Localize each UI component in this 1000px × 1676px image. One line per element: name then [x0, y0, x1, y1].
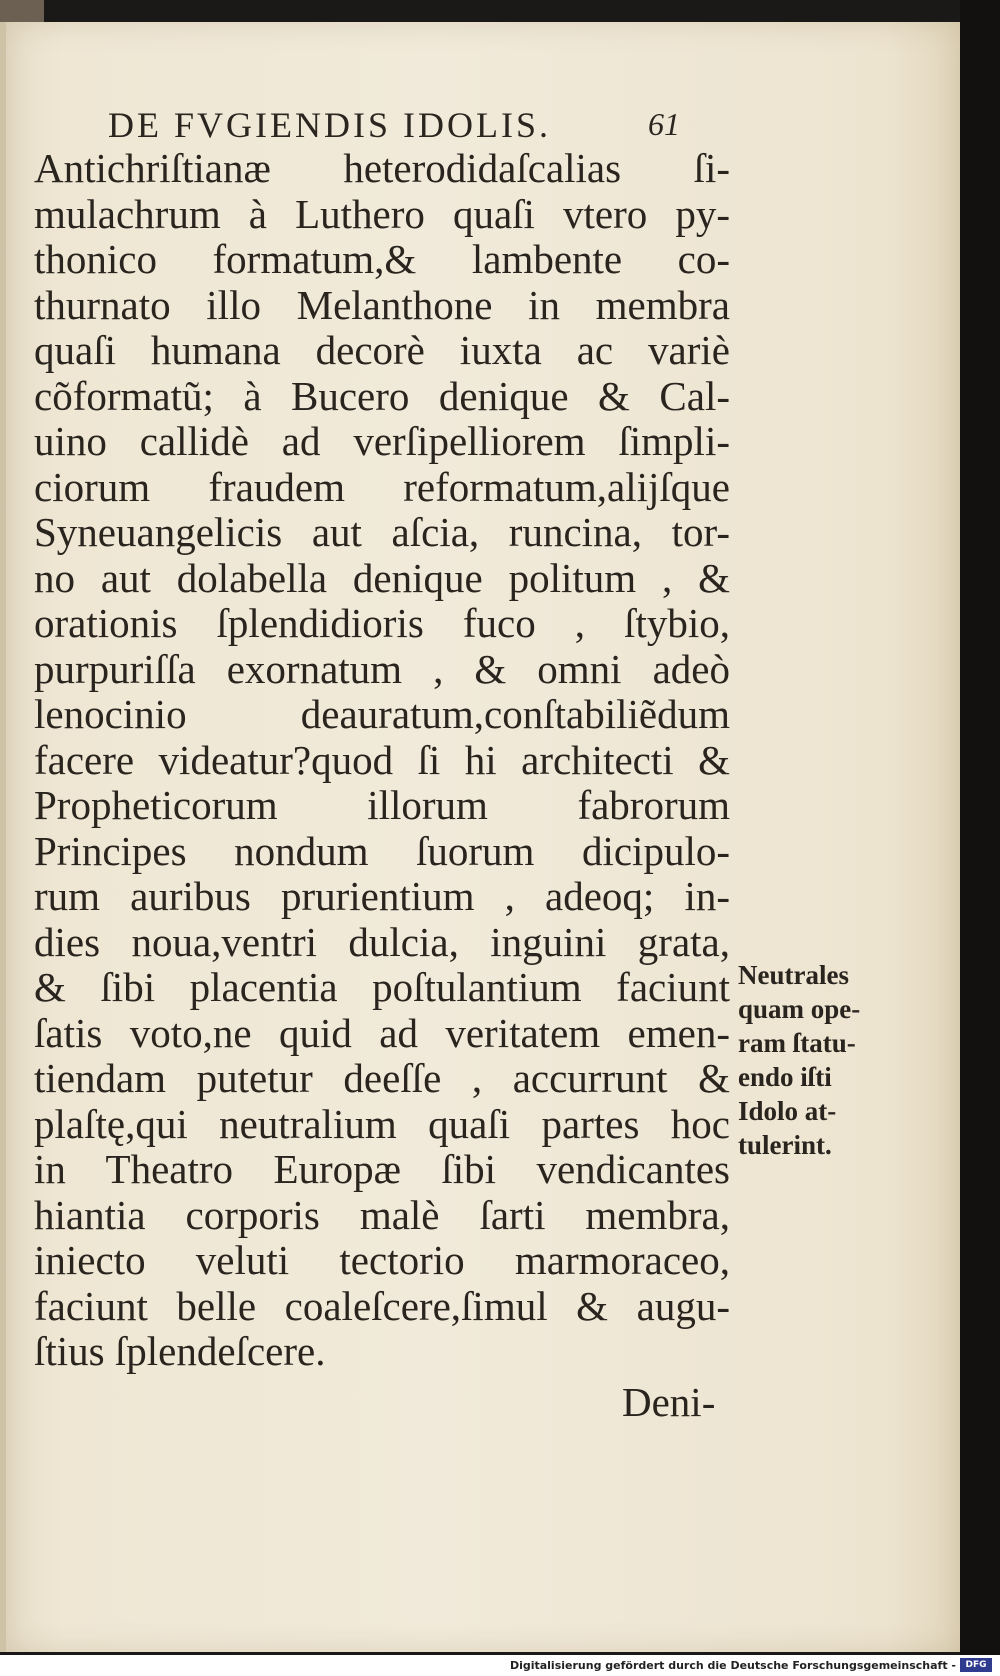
catchword: Deni- — [622, 1379, 716, 1425]
body-line: no aut dolabella denique politum , & — [34, 554, 730, 601]
body-line: ſtius ſplendeſcere. — [34, 1328, 326, 1374]
body-line: & ſibi placentia poſtulantium faciunt — [34, 964, 730, 1010]
dfg-logo: DFG — [960, 1658, 992, 1672]
marginal-note-line: ram ſtatu- — [738, 1028, 856, 1058]
body-line: ciorum fraudem reformatum,alijſque — [34, 463, 730, 510]
body-line: Antichriſtianæ heterodidaſcalias ſi- — [34, 145, 730, 191]
scan-corner-mark — [0, 0, 44, 22]
binding-board — [960, 0, 1000, 1655]
body-line: Principes nondum ſuorum dicipulo- — [34, 827, 730, 874]
body-line: uino callidè ad verſipelliorem ſimpli- — [34, 418, 730, 464]
body-line: purpuriſſa exornatum , & omni adeò — [34, 645, 730, 692]
running-head: DE FVGIENDIS IDOLIS. — [108, 105, 551, 145]
body-line: tiendam putetur deeſſe , accurrunt & — [34, 1055, 730, 1101]
marginal-note-line: tulerint. — [738, 1130, 832, 1160]
body-line: faciunt belle coaleſcere,ſimul & augu- — [34, 1282, 730, 1329]
body-text — [34, 146, 730, 1375]
body-line: iniecto veluti tectorio marmoraceo, — [34, 1237, 730, 1283]
marginal-note — [738, 958, 898, 1162]
body-line: thonico formatum,& lambente co- — [34, 236, 730, 282]
body-line: lenocinio deauratum,conſtabiliẽdum — [34, 691, 730, 737]
body-line: hiantia corporis malè ſarti membra, — [34, 1191, 730, 1238]
body-line: Propheticorum illorum fabrorum — [34, 782, 730, 828]
body-line: rum auribus prurientium , adeoq; in- — [34, 873, 730, 919]
body-line: cõformatũ; à Bucero denique & Cal- — [34, 372, 730, 419]
body-line: plaſtę,qui neutralium quaſi partes hoc — [34, 1100, 730, 1147]
body-line: orationis ſplendidioris fuco , ſtybio, — [34, 600, 730, 646]
marginal-note-line: endo iſti — [738, 1062, 832, 1092]
body-line: thurnato illo Melanthone in membra — [34, 281, 730, 328]
body-line: dies noua,ventri dulcia, inguini grata, — [34, 918, 730, 965]
body-line: ſatis voto,ne quid ad veritatem emen- — [34, 1009, 730, 1056]
body-line: Syneuangelicis aut aſcia, runcina, tor- — [34, 509, 730, 555]
body-line: facere videatur?quod ſi hi architecti & — [34, 736, 730, 783]
marginal-note-line: Idolo at- — [738, 1096, 837, 1126]
body-line: in Theatro Europæ ſibi vendicantes — [34, 1146, 730, 1192]
body-line: mulachrum à Luthero quaſi vtero py- — [34, 190, 730, 237]
marginal-note-line: quam ope- — [738, 994, 861, 1024]
marginal-note-line: Neutrales — [738, 960, 849, 990]
body-line: quaſi humana decorè iuxta ac variè — [34, 327, 730, 373]
page-number: 61 — [648, 106, 680, 142]
footer-credit: Digitalisierung gefördert durch die Deutsche Forschungsgemeinschaft - — [509, 1659, 956, 1672]
